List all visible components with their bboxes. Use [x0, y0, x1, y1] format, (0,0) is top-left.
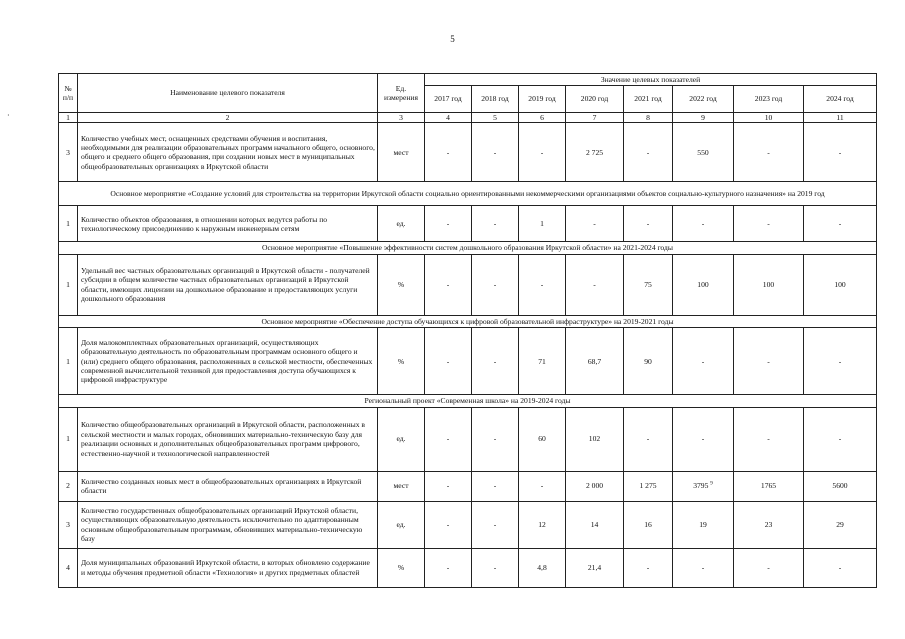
value-cell: 19	[673, 501, 734, 548]
value-cell: -	[734, 407, 804, 471]
row-number: 4	[59, 548, 78, 587]
column-number: 9	[673, 113, 734, 123]
value-cell: -	[734, 123, 804, 182]
section-title: Основное мероприятие «Создание условий для строительства на территории Иркутской области социально ориентированными некоммерческими организациями объектов социально-культурного назначения» на 2019 год	[59, 182, 877, 206]
indicator-name: Количество общеобразовательных организаций в Иркутской области, расположенных в сельской местности и малых городах, обновивших материально-техническую базу для реализации основных и дополнительных общеобразовательных программ цифрового, естественно-научной и технологической направленностей	[78, 407, 378, 471]
value-cell: 1 275	[624, 471, 673, 501]
unit-cell: ед.	[378, 501, 425, 548]
value-cell: -	[472, 328, 519, 395]
value-cell: -	[673, 328, 734, 395]
value-cell: -	[425, 123, 472, 182]
table-row	[59, 548, 877, 587]
value-cell: -	[519, 123, 566, 182]
header-year: 2023 год	[734, 86, 804, 113]
header-year: 2022 год	[673, 86, 734, 113]
column-number: 8	[624, 113, 673, 123]
value-cell: -	[624, 548, 673, 587]
column-number: 6	[519, 113, 566, 123]
value-cell: -	[804, 328, 877, 395]
section-title: Региональный проект «Современная школа» на 2019-2024 годы	[59, 395, 877, 407]
value-cell: -	[566, 206, 624, 242]
section-title: Основное мероприятие «Повышение эффективности систем дошкольного образования Иркутской области» на 2021-2024 годы	[59, 242, 877, 254]
value-cell: 75	[624, 254, 673, 315]
header-year: 2020 год	[566, 86, 624, 113]
value-cell: -	[566, 254, 624, 315]
table-row	[59, 254, 877, 315]
section-row	[59, 182, 877, 206]
value-cell: -	[673, 548, 734, 587]
value-cell: 68,7	[566, 328, 624, 395]
value-cell: 29	[804, 501, 877, 548]
value-cell	[673, 471, 734, 501]
value-cell: -	[425, 328, 472, 395]
unit-cell: мест	[378, 471, 425, 501]
section-row	[59, 395, 877, 407]
value-cell: -	[472, 254, 519, 315]
header-values-group: Значение целевых показателей	[425, 74, 877, 86]
row-number: 1	[59, 254, 78, 315]
value-cell: -	[425, 548, 472, 587]
row-number: 2	[59, 471, 78, 501]
value-cell: 90	[624, 328, 673, 395]
column-number: 2	[78, 113, 378, 123]
value-cell: -	[472, 501, 519, 548]
header-year: 2024 год	[804, 86, 877, 113]
value-cell: 102	[566, 407, 624, 471]
row-number: 1	[59, 407, 78, 471]
value-cell: -	[425, 407, 472, 471]
value-cell: 2 000	[566, 471, 624, 501]
value-cell: 550	[673, 123, 734, 182]
indicator-name: Доля малокомплектных образовательных организаций, осуществляющих образовательную деятельность по образовательным программам основного общего и (или) среднего общего образования, расположенных в сельской местности, обеспеченных современной вычислительной техникой для предоставления доступа обучающихся к цифровой инфраструктуре	[78, 328, 378, 395]
column-number: 7	[566, 113, 624, 123]
value-cell: -	[472, 407, 519, 471]
column-number: 5	[472, 113, 519, 123]
value-cell: 60	[519, 407, 566, 471]
indicator-name: Количество объектов образования, в отношении которых ведутся работы по технологическому присоединению к наружным инженерным сетям	[78, 206, 378, 242]
indicators-table	[58, 73, 877, 588]
unit-cell: %	[378, 548, 425, 587]
value-cell: -	[624, 407, 673, 471]
section-row	[59, 242, 877, 254]
page-number: 5	[450, 34, 455, 44]
value-cell: -	[804, 548, 877, 587]
unit-cell: %	[378, 328, 425, 395]
value-cell: 2 725	[566, 123, 624, 182]
table-row	[59, 501, 877, 548]
value-cell: -	[472, 206, 519, 242]
unit-cell: ед.	[378, 407, 425, 471]
row-number: 1	[59, 206, 78, 242]
indicator-name: Доля муниципальных образований Иркутской области, в которых обновлено содержание и методы обучения предметной области «Технология» и других предметных областей	[78, 548, 378, 587]
value-cell: 1765	[734, 471, 804, 501]
header-num: № п/п	[59, 74, 78, 113]
column-number: 4	[425, 113, 472, 123]
section-row	[59, 315, 877, 327]
stray-mark: ·	[7, 111, 10, 120]
row-number: 3	[59, 501, 78, 548]
value-cell: 4,8	[519, 548, 566, 587]
value-cell: -	[804, 123, 877, 182]
indicator-name: Количество созданных новых мест в общеобразовательных организациях в Иркутской области	[78, 471, 378, 501]
value-cell: -	[804, 407, 877, 471]
value-cell: 100	[734, 254, 804, 315]
value-cell: -	[472, 548, 519, 587]
value-cell: -	[519, 254, 566, 315]
value-cell: -	[519, 471, 566, 501]
value-cell: -	[734, 328, 804, 395]
unit-cell: ед.	[378, 206, 425, 242]
value-cell: -	[673, 206, 734, 242]
value-cell: -	[673, 407, 734, 471]
value-cell: 12	[519, 501, 566, 548]
value-cell: -	[624, 123, 673, 182]
header-year: 2019 год	[519, 86, 566, 113]
value-cell: 14	[566, 501, 624, 548]
value-cell: -	[425, 501, 472, 548]
value-cell: 5600	[804, 471, 877, 501]
header-year: 2017 год	[425, 86, 472, 113]
section-title: Основное мероприятие «Обеспечение доступа обучающихся к цифровой образовательной инфраструктуре» на 2019-2021 годы	[59, 315, 877, 327]
table-row	[59, 328, 877, 395]
value-cell: -	[472, 471, 519, 501]
value-cell: 23	[734, 501, 804, 548]
indicator-name: Удельный вес частных образовательных организаций в Иркутской области - получателей субсидии в общем количестве частных образовательных организаций в Иркутской области, имеющих лицензии на дошкольное образование и предоставляющих услуги дошкольного образования	[78, 254, 378, 315]
unit-cell: мест	[378, 123, 425, 182]
value-cell: 21,4	[566, 548, 624, 587]
column-number: 3	[378, 113, 425, 123]
value-cell: -	[425, 471, 472, 501]
column-number: 1	[59, 113, 78, 123]
value-cell: -	[734, 548, 804, 587]
header-year: 2018 год	[472, 86, 519, 113]
unit-cell: %	[378, 254, 425, 315]
value-cell: 16	[624, 501, 673, 548]
value-cell: 100	[673, 254, 734, 315]
value-text: 3795	[693, 481, 709, 491]
column-number: 10	[734, 113, 804, 123]
value-cell: -	[734, 206, 804, 242]
indicator-name: Количество государственных общеобразовательных организаций Иркутской области, осуществляющих образовательную деятельность исключительно по адаптированным основным общеобразовательным программам, обновивших материально-техническую базу	[78, 501, 378, 548]
header-year: 2021 год	[624, 86, 673, 113]
table-row	[59, 407, 877, 471]
header-name: Наименование целевого показателя	[78, 74, 378, 113]
header-unit: Ед. измерения	[378, 74, 425, 113]
row-number: 1	[59, 328, 78, 395]
table-row	[59, 471, 877, 501]
table-row	[59, 123, 877, 182]
value-cell: -	[425, 206, 472, 242]
value-cell: 71	[519, 328, 566, 395]
value-cell: -	[472, 123, 519, 182]
row-number: 3	[59, 123, 78, 182]
table-row	[59, 206, 877, 242]
value-cell: -	[425, 254, 472, 315]
value-cell: -	[804, 206, 877, 242]
value-cell: 1	[519, 206, 566, 242]
value-cell: -	[624, 206, 673, 242]
footnote-mark: 9	[710, 481, 713, 487]
indicator-name: Количество учебных мест, оснащенных средствами обучения и воспитания, необходимыми для реализации образовательных программ начального общего, основного, общего и среднего общего образования, при создании новых мест в муниципальных общеобразовательных организациях в Иркутской области	[78, 123, 378, 182]
column-number: 11	[804, 113, 877, 123]
value-cell: 100	[804, 254, 877, 315]
